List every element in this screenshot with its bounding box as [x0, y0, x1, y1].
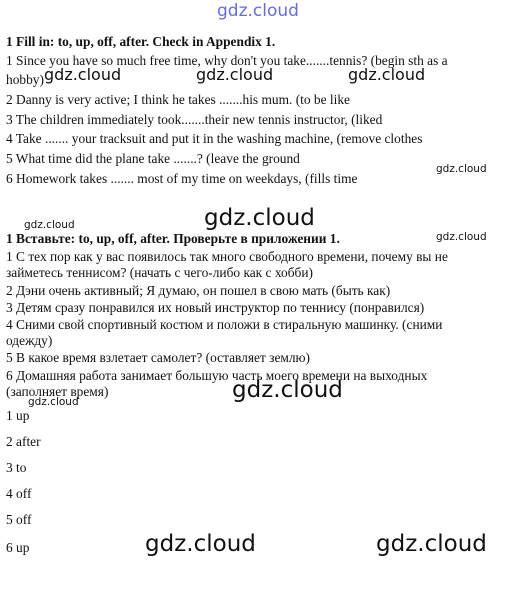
- answer-item: 4 off: [6, 486, 32, 501]
- watermark: gdz.cloud: [348, 65, 426, 84]
- watermark: gdz.cloud: [204, 205, 315, 231]
- translation-line: 2 Дэни очень активный; Я думаю, он пошел в свою мать (быть как): [6, 283, 391, 298]
- answer-item: 3 to: [6, 460, 27, 475]
- answer-item: 1 up: [6, 408, 30, 423]
- translation-line: одежду): [6, 333, 53, 348]
- answer-item: 6 up: [6, 540, 30, 555]
- exercise-line: 5 What time did the plane take .......? (leave the ground: [6, 151, 300, 166]
- exercise-line: 3 The children immediately took.......their new tennis instructor, (liked: [6, 112, 383, 127]
- answer-item: 5 off: [6, 512, 32, 527]
- watermark: gdz.cloud: [28, 396, 79, 408]
- watermark: gdz.cloud: [145, 531, 256, 557]
- exercise-line: 6 Homework takes ....... most of my time on weekdays, (fills time: [6, 171, 358, 186]
- translation-line: 5 В какое время взлетает самолет? (оставляет землю): [6, 350, 311, 365]
- watermark-top: gdz.cloud: [217, 1, 299, 21]
- exercise-heading-english: 1 Fill in: to, up, off, after. Check in Appendix 1.: [6, 34, 276, 49]
- watermark: gdz.cloud: [436, 163, 487, 175]
- translation-line: 4 Сними свой спортивный костюм и положи в стиральную машинку. (сними: [6, 317, 443, 332]
- watermark: gdz.cloud: [196, 65, 274, 84]
- watermark: gdz.cloud: [376, 531, 487, 557]
- translation-line: 3 Детям сразу понравился их новый инструктор по теннису (понравился): [6, 300, 425, 315]
- exercise-line: hobby): [6, 72, 44, 87]
- watermark: gdz.cloud: [436, 231, 487, 243]
- watermark: gdz.cloud: [44, 65, 122, 84]
- exercise-line: 2 Danny is very active; I think he takes .......his mum. (to be like: [6, 92, 350, 107]
- watermark: gdz.cloud: [232, 377, 343, 403]
- translation-line: 6 Домашняя работа занимает большую часть моего времени на выходных: [6, 368, 428, 383]
- translation-line: займетесь теннисом? (начать с чего-либо как с хобби): [6, 265, 313, 280]
- translation-line: 1 С тех пор как у вас появилось так много свободного времени, почему вы не: [6, 249, 448, 264]
- translation-line: (заполняет время): [6, 384, 109, 399]
- exercise-heading-russian: 1 Вставьте: to, up, off, after. Проверьте в приложении 1.: [6, 231, 340, 246]
- exercise-line: 4 Take ....... your tracksuit and put it in the washing machine, (remove clothes: [6, 131, 423, 146]
- answer-item: 2 after: [6, 434, 41, 449]
- exercise-line: 1 Since you have so much free time, why don't you take.......tennis? (begin sth as a: [6, 53, 448, 68]
- watermark: gdz.cloud: [24, 219, 75, 231]
